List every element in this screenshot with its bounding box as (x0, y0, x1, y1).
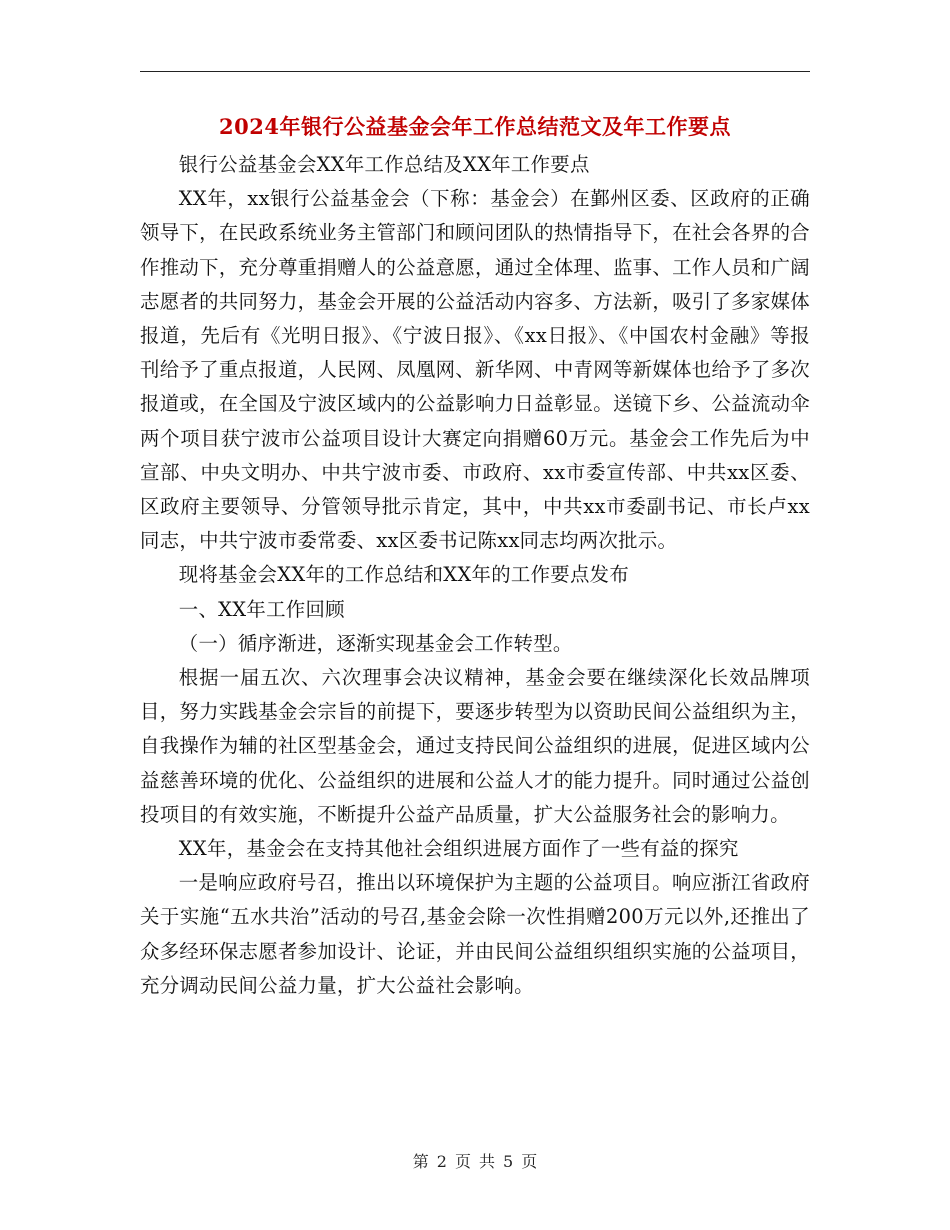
document-title: 2024年银行公益基金会年工作总结范文及年工作要点 (219, 114, 731, 139)
footer-page-number: 2 (436, 1152, 447, 1171)
page-footer (140, 1150, 810, 1174)
subsection-heading: （一）循序渐进，逐渐实现基金会工作转型。 (178, 631, 573, 655)
footer-total-pages: 5 (503, 1152, 514, 1171)
paragraph-transition: 根据一届五次、六次理事会决议精神，基金会要在继续深化长效品牌项目，努力实践基金会宗旨的前提下，要逐步转型为以资助民间公益组织为主，自我操作为辅的社区型基金会，通过支持民间公益组织的进展，促进区域内公益慈善环境的优化、公益组织的进展和公益人才的能力提升。同时通过公益创投项目的有效实施，不断提升公益产品质量，扩大公益服务社会的影响力。 (140, 666, 810, 826)
footer-ye: 页 (454, 1152, 471, 1171)
paragraph-subtitle: 银行公益基金会XX年工作总结及XX年工作要点 (178, 153, 590, 176)
footer-gong: 共 (479, 1152, 496, 1171)
section-heading: 一、XX年工作回顾 (178, 597, 345, 621)
paragraph-announce: 现将基金会XX年的工作总结和XX年的工作要点发布 (178, 563, 630, 587)
document-body (140, 148, 810, 1003)
paragraph-exploration: XX年，基金会在支持其他社会组织进展方面作了一些有益的探究 (178, 837, 739, 861)
footer-ye2: 页 (521, 1152, 538, 1171)
paragraph-intro: XX年，xx银行公益基金会（下称：基金会）在鄞州区委、区政府的正确领导下，在民政系统业务主管部门和顾问团队的热情指导下，在社会各界的合作推动下，充分尊重捐赠人的公益意愿，通过全体理、监事、工作人员和广阔志愿者的共同努力，基金会开展的公益活动内容多、方法新，吸引了多家媒体报道，先后有《光明日报》、《宁波日报》、《xx日报》、《中国农村金融》等报刊给予了重点报道，人民网、凤凰网、新华网、中青网等新媒体也给予了多次报道或，在全国及宁波区域内的公益影响力日益彰显。送镜下乡、公益流动伞两个项目获宁波市公益项目设计大赛定向捐赠60万元。基金会工作先后为中宣部、中央文明办、中共宁波市委、市政府、xx市委宣传部、中共xx区委、区政府主要领导、分管领导批示肯定，其中，中共xx市委副书记、市长卢xx同志，中共宁波市委常委、xx区委书记陈xx同志均两次批示。 (140, 187, 810, 553)
footer-di: 第 (412, 1152, 429, 1171)
paragraph-environment: 一是响应政府号召，推出以环境保护为主题的公益项目。响应浙江省政府关于实施“五水共治”活动的号召,基金会除一次性捐赠200万元以外,还推出了众多经环保志愿者参加设计、论证，并由民间公益组织组织实施的公益项目，充分调动民间公益力量，扩大公益社会影响。 (140, 871, 810, 997)
header-rule (140, 71, 810, 72)
